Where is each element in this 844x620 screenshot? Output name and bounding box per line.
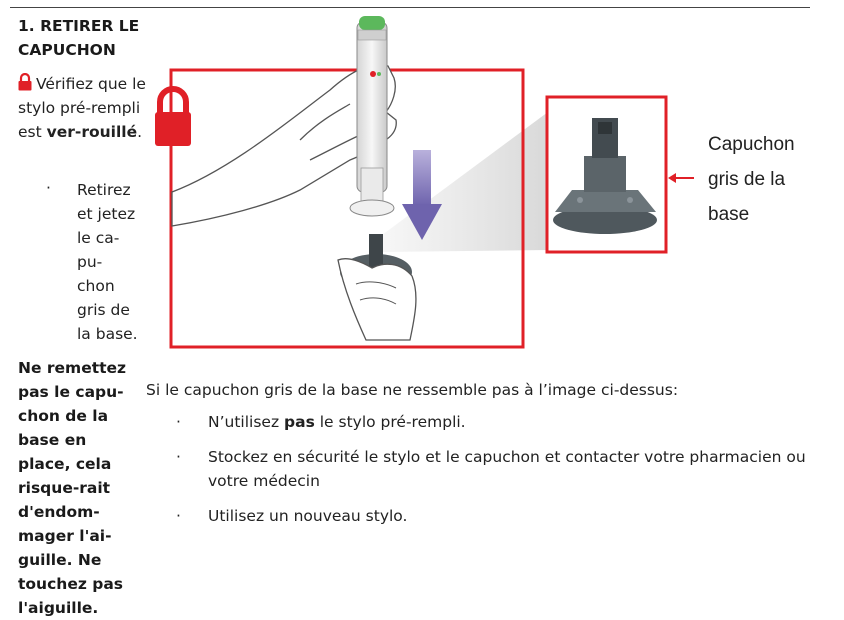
cap-label: Capuchon gris de la base xyxy=(708,134,795,225)
step-title: 1. RETIRER LE CAPUCHON xyxy=(18,17,140,59)
bullet-marker: · xyxy=(176,413,181,431)
lock-note-period: . xyxy=(137,123,143,141)
bullet-marker: · xyxy=(176,507,181,525)
item1-pre: N’utilisez xyxy=(208,413,280,431)
instructions-intro: Si le capuchon gris de la base ne ressemble pas à l’image ci-dessus: xyxy=(146,381,679,399)
item2-text: Stockez en sécurité le stylo et le capuchon et contacter votre pharmacien ou votre médecin xyxy=(208,448,806,490)
lock-note-text: Vérifiez que le stylo pré-rempli est xyxy=(18,75,146,141)
instructions-list xyxy=(176,410,816,539)
list-item xyxy=(176,504,816,528)
item1-post: le stylo pré-rempli. xyxy=(319,413,466,431)
side-bullet-text: Retirez et jetez le ca-pu-chon gris de la base. xyxy=(77,181,138,343)
arrow-left-icon xyxy=(668,173,694,183)
bullet-marker: · xyxy=(176,448,181,466)
list-item xyxy=(176,445,816,493)
warning-text: Ne remettez pas le capu-chon de la base en place, cela risque-rait d'endom-mager l'ai-guille. Ne touchez pas l'aiguille. xyxy=(18,359,127,617)
bullet-marker: · xyxy=(46,179,51,197)
big-lock-icon xyxy=(155,89,191,146)
pen-icon xyxy=(350,16,394,216)
item1-bold: pas xyxy=(284,413,315,431)
item3-text: Utilisez un nouveau stylo. xyxy=(208,507,408,525)
list-item xyxy=(176,410,816,434)
lock-note-emphasis: ver-rouillé xyxy=(46,123,138,141)
